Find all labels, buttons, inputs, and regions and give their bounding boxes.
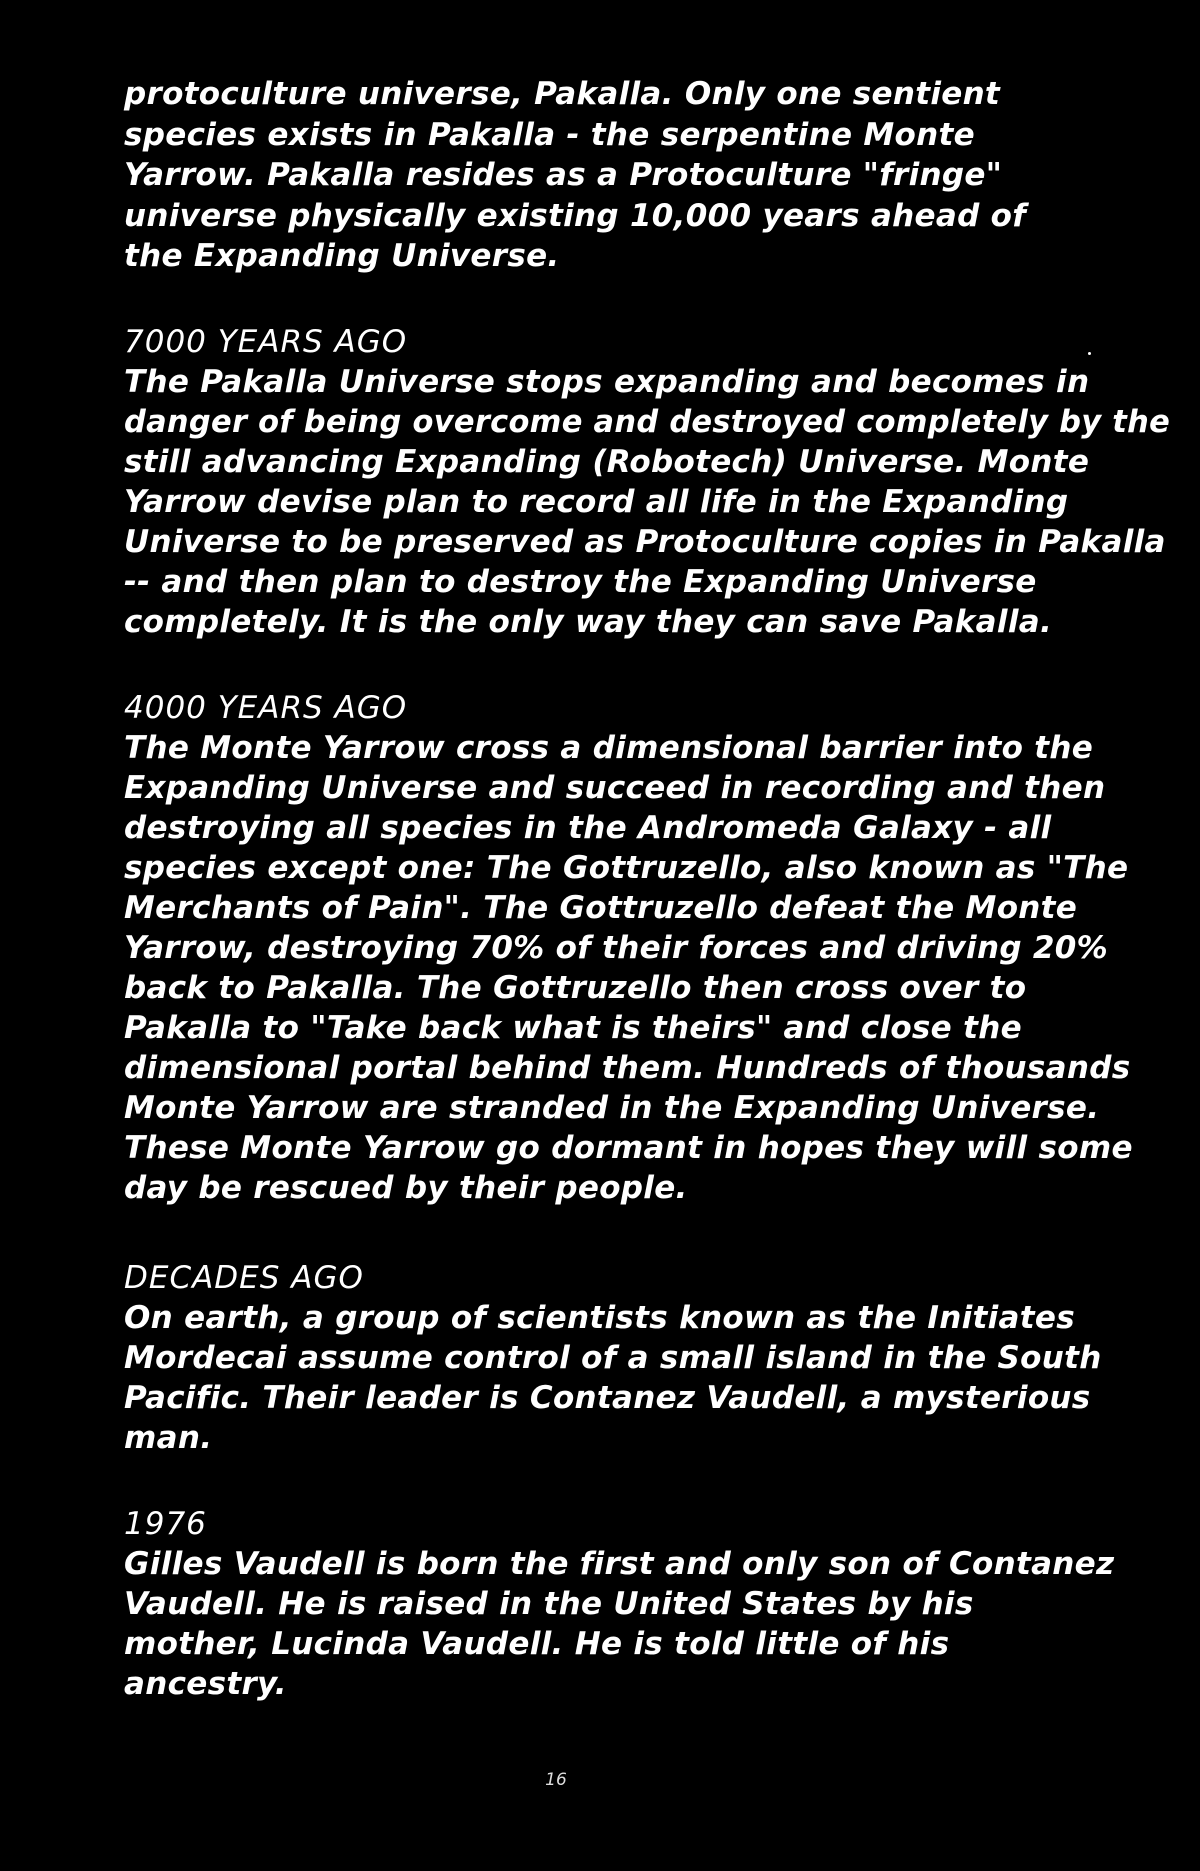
scan-speck [1088,352,1091,355]
intro-line-4: universe physically existing 10,000 years ahead of [124,198,1027,234]
section-1976-line-3: mother, Lucinda Vaudell. He is told little of his [124,1626,950,1662]
section-1976-line-4: ancestry. [124,1666,287,1702]
section-heading-decades-ago: DECADES AGO [124,1260,364,1296]
section-4000-line-12: day be rescued by their people. [124,1170,688,1206]
section-7000-line-6: -- and then plan to destroy the Expanding Universe [124,564,1037,600]
intro-line-2: species exists in Pakalla - the serpentine Monte [124,117,975,153]
section-4000-line-7: back to Pakalla. The Gottruzello then cross over to [124,970,1027,1006]
section-7000-line-4: Yarrow devise plan to record all life in the Expanding [124,484,1069,520]
section-decades-line-4: man. [124,1420,213,1456]
section-4000-line-8: Pakalla to "Take back what is theirs" and close the [124,1010,1022,1046]
section-4000-line-6: Yarrow, destroying 70% of their forces and driving 20% [124,930,1109,966]
section-4000-line-5: Merchants of Pain". The Gottruzello defeat the Monte [124,890,1078,926]
section-decades-line-2: Mordecai assume control of a small island in the South [124,1340,1102,1376]
section-heading-7000-years-ago: 7000 YEARS AGO [124,324,408,360]
section-4000-line-9: dimensional portal behind them. Hundreds of thousands [124,1050,1131,1086]
page-number: 16 [545,1770,567,1790]
section-7000-line-7: completely. It is the only way they can save Pakalla. [124,604,1053,640]
section-4000-line-1: The Monte Yarrow cross a dimensional barrier into the [124,730,1094,766]
section-7000-line-5: Universe to be preserved as Protoculture copies in Pakalla [124,524,1166,560]
section-1976-line-1: Gilles Vaudell is born the first and only son of Contanez [124,1546,1115,1582]
intro-line-3: Yarrow. Pakalla resides as a Protoculture "fringe" [124,157,1003,193]
section-7000-line-2: danger of being overcome and destroyed completely by the [124,404,1171,440]
section-4000-line-10: Monte Yarrow are stranded in the Expanding Universe. [124,1090,1100,1126]
intro-line-5: the Expanding Universe. [124,238,560,274]
section-heading-1976: 1976 [124,1506,207,1542]
section-4000-line-3: destroying all species in the Andromeda Galaxy - all [124,810,1052,846]
section-decades-line-3: Pacific. Their leader is Contanez Vaudell, a mysterious [124,1380,1091,1416]
intro-line-1: protoculture universe, Pakalla. Only one sentient [124,76,1001,112]
section-4000-line-11: These Monte Yarrow go dormant in hopes they will some [124,1130,1133,1166]
section-4000-line-4: species except one: The Gottruzello, also known as "The [124,850,1129,886]
section-1976-line-2: Vaudell. He is raised in the United States by his [124,1586,974,1622]
section-heading-4000-years-ago: 4000 YEARS AGO [124,690,408,726]
section-4000-line-2: Expanding Universe and succeed in recording and then [124,770,1106,806]
section-7000-line-1: The Pakalla Universe stops expanding and becomes in [124,364,1090,400]
section-7000-line-3: still advancing Expanding (Robotech) Universe. Monte [124,444,1090,480]
section-decades-line-1: On earth, a group of scientists known as the Initiates [124,1300,1075,1336]
